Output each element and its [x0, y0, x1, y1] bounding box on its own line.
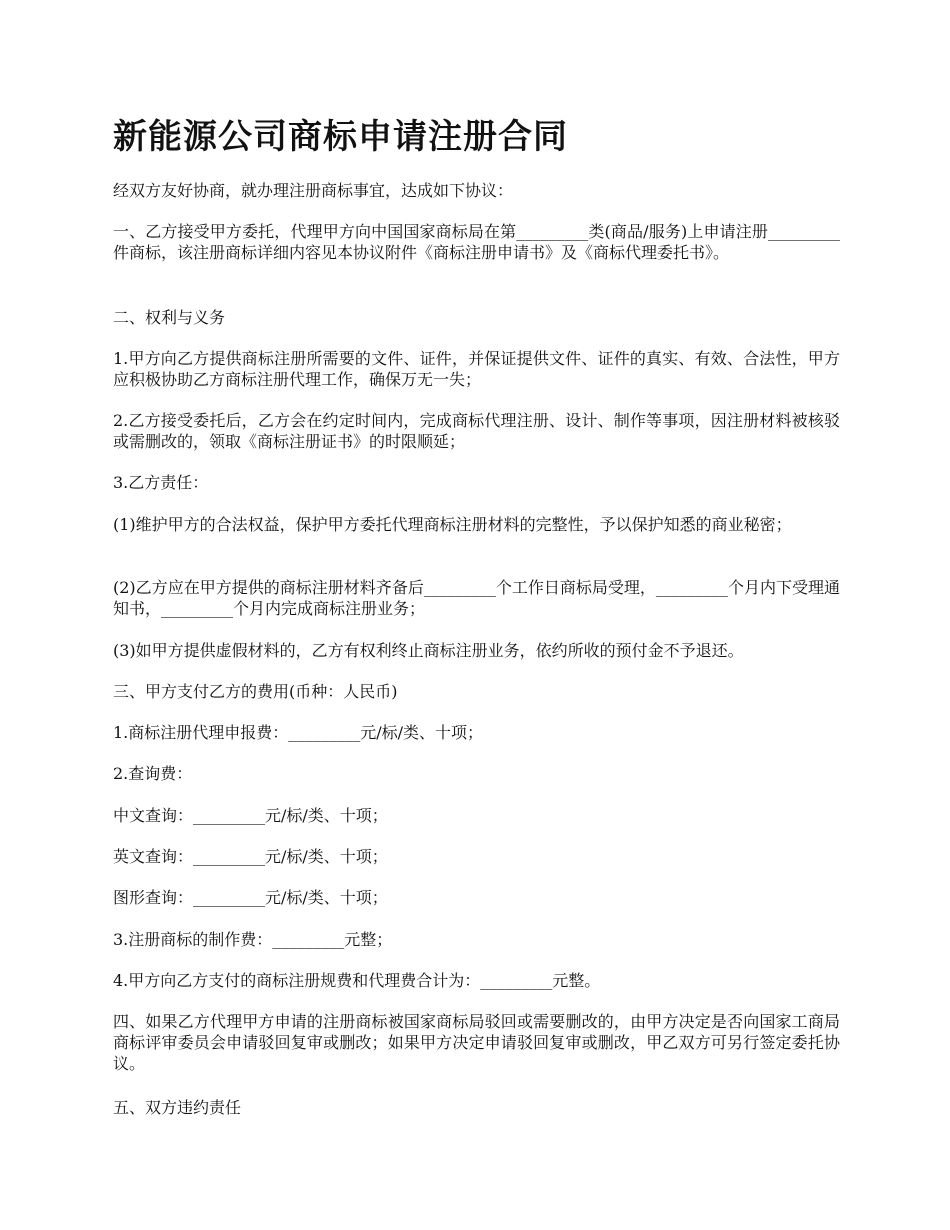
paragraph-subitem-3: (3)如甲方提供虚假材料的，乙方有权利终止商标注册业务，依约所收的预付金不予退还。 [113, 641, 744, 660]
paragraph-clause-1: 一、乙方接受甲方委托，代理甲方向中国国家商标局在第_________类(商品/服务)上申请注册_________件商标，该注册商标详细内容见本协议附件《商标注册申请书》及《商标代理委托书》。 [113, 222, 840, 262]
paragraph-section-5-heading: 五、双方违约责任 [113, 1098, 242, 1117]
paragraph-item-2-1: 1.甲方向乙方提供商标注册所需要的文件、证件，并保证提供文件、证件的真实、有效、合法性，甲方应积极协助乙方商标注册代理工作，确保万无一失； [113, 349, 840, 389]
paragraph-fee-chinese-search: 中文查询：_________元/标/类、十项； [113, 806, 388, 825]
paragraph-fee-graphic-search: 图形查询：_________元/标/类、十项； [113, 888, 388, 907]
paragraph-fee-1: 1.商标注册代理申报费：_________元/标/类、十项； [113, 723, 484, 742]
paragraph-intro: 经双方友好协商，就办理注册商标事宜，达成如下协议： [113, 181, 514, 200]
document-title: 新能源公司商标申请注册合同 [113, 117, 568, 157]
paragraph-fee-3: 3.注册商标的制作费：_________元整； [113, 930, 393, 949]
paragraph-subitem-1: (1)维护甲方的合法权益，保护甲方委托代理商标注册材料的完整性，予以保护知悉的商业秘密； [113, 515, 792, 534]
paragraph-subitem-2: (2)乙方应在甲方提供的商标注册材料齐备后_________个工作日商标局受理，_________个月内下受理通知书，_________个月内完成商标注册业务； [113, 578, 840, 618]
paragraph-fee-2: 2.查询费： [113, 764, 193, 783]
paragraph-item-2-2: 2.乙方接受委托后，乙方会在约定时间内，完成商标代理注册、设计、制作等事项，因注册材料被核驳或需删改的，领取《商标注册证书》的时限顺延； [113, 411, 840, 451]
paragraph-section-3-heading: 三、甲方支付乙方的费用(币种：人民币) [113, 682, 398, 701]
paragraph-fee-4: 4.甲方向乙方支付的商标注册规费和代理费合计为：_________元整。 [113, 971, 601, 990]
paragraph-fee-english-search: 英文查询：_________元/标/类、十项； [113, 847, 388, 866]
paragraph-section-2-heading: 二、权利与义务 [113, 308, 226, 327]
paragraph-item-2-3: 3.乙方责任： [113, 473, 209, 492]
paragraph-section-4: 四、如果乙方代理甲方申请的注册商标被国家商标局驳回或需要删改的，由甲方决定是否向国家工商局商标评审委员会申请驳回复审或删改；如果甲方决定申请驳回复审或删改，甲乙双方可另行签定委托协议。 [113, 1012, 840, 1073]
